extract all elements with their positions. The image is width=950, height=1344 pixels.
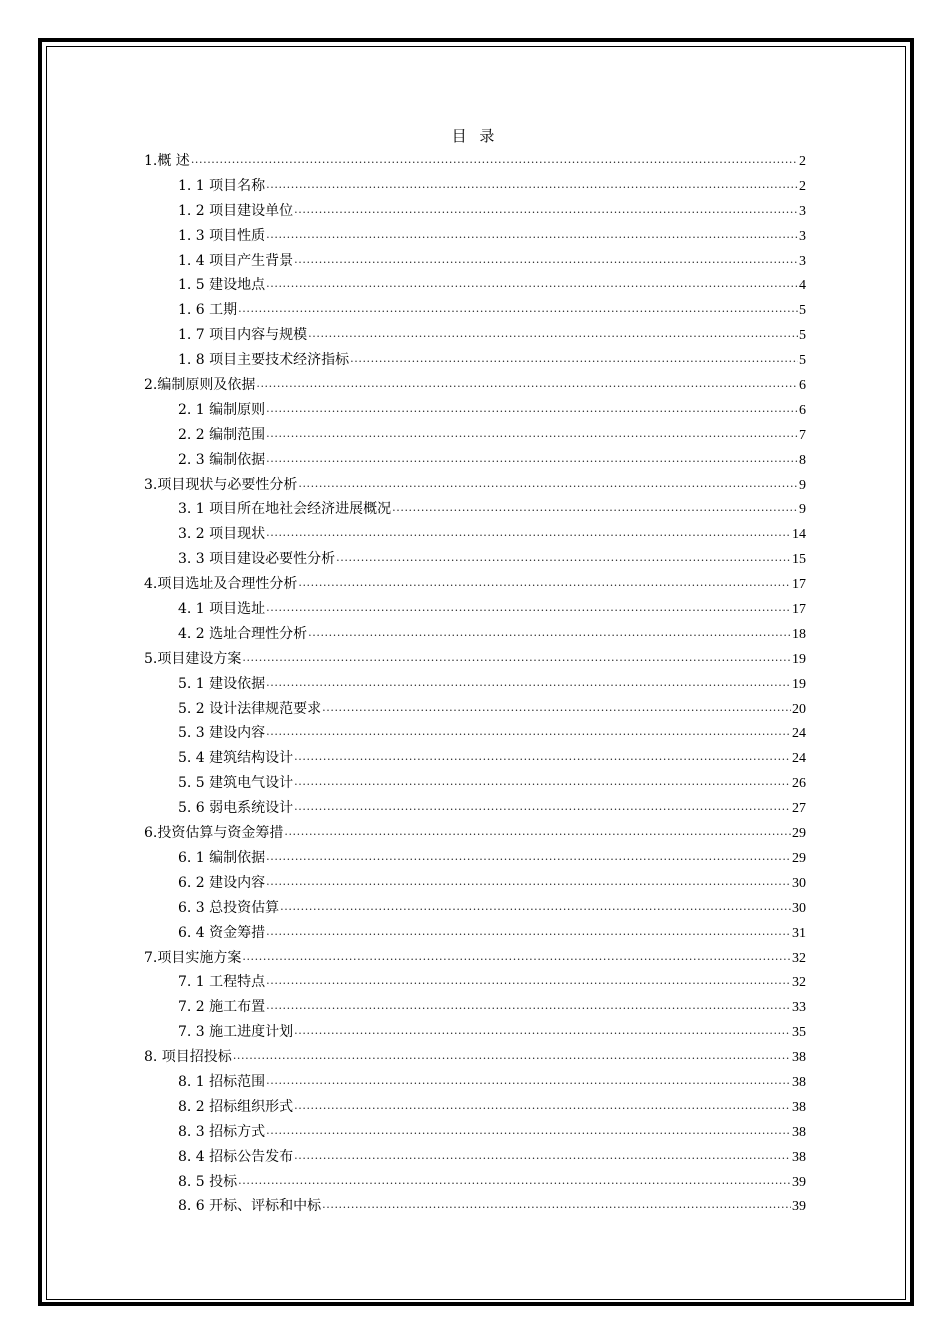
- toc-entry-label: 3. 3 项目建设必要性分析: [178, 551, 336, 568]
- toc-page-number: 4: [799, 278, 806, 294]
- toc-entry-label: 1. 1 项目名称: [178, 177, 266, 194]
- toc-chapter-entry[interactable]: [144, 821, 806, 846]
- toc-dot-leader: [322, 1196, 791, 1210]
- toc-dot-leader: [242, 649, 791, 663]
- toc-entry-label: 1. 5 建设地点: [178, 277, 266, 294]
- toc-entry-label: 5. 3 建设内容: [178, 725, 266, 742]
- toc-dot-leader: [322, 699, 791, 713]
- toc-dot-leader: [350, 350, 798, 364]
- toc-dot-leader: [294, 1147, 791, 1161]
- toc-section-entry[interactable]: [144, 622, 806, 647]
- toc-entry-label: 3.项目现状与必要性分析: [144, 476, 298, 493]
- toc-entry-label: 5.项目建设方案: [144, 650, 242, 667]
- toc-page-number: 38: [792, 1099, 806, 1115]
- toc-page-number: 2: [799, 154, 806, 169]
- toc-section-entry[interactable]: [144, 547, 806, 572]
- toc-dot-leader: [294, 201, 798, 215]
- toc-page-number: 38: [792, 1050, 806, 1066]
- toc-entry-label: 7. 3 施工进度计划: [178, 1024, 294, 1041]
- toc-section-entry[interactable]: [144, 1120, 806, 1145]
- toc-section-entry[interactable]: [144, 298, 806, 323]
- toc-page-number: 9: [799, 477, 806, 493]
- toc-dot-leader: [256, 375, 798, 389]
- toc-dot-leader: [242, 948, 791, 962]
- toc-dot-leader: [266, 275, 798, 289]
- toc-section-entry[interactable]: [144, 672, 806, 697]
- toc-chapter-entry[interactable]: [144, 473, 806, 498]
- toc-page-number: 24: [792, 751, 806, 767]
- toc-chapter-entry[interactable]: [144, 149, 806, 174]
- toc-chapter-entry[interactable]: [144, 946, 806, 971]
- toc-dot-leader: [238, 300, 798, 314]
- toc-entry-label: 7. 1 工程特点: [178, 974, 266, 991]
- toc-section-entry[interactable]: [144, 224, 806, 249]
- toc-dot-leader: [266, 599, 791, 613]
- toc-dot-leader: [266, 997, 791, 1011]
- toc-entry-label: 6. 4 资金筹措: [178, 924, 266, 941]
- toc-entry-label: 1. 6 工期: [178, 302, 238, 319]
- toc-section-entry[interactable]: [144, 796, 806, 821]
- toc-page-number: 33: [792, 1000, 806, 1016]
- toc-section-entry[interactable]: [144, 1145, 806, 1170]
- toc-page-number: 35: [792, 1025, 806, 1041]
- toc-entry-label: 7.项目实施方案: [144, 949, 242, 966]
- toc-entry-label: 6. 3 总投资估算: [178, 899, 280, 916]
- toc-dot-leader: [266, 524, 791, 538]
- toc-entry-label: 8. 1 招标范围: [178, 1073, 266, 1090]
- toc-dot-leader: [392, 499, 798, 513]
- toc-entry-label: 8. 6 开标、评标和中标: [178, 1198, 322, 1215]
- toc-page-number: 38: [792, 1149, 806, 1165]
- toc-page-number: 17: [792, 577, 806, 593]
- toc-section-entry[interactable]: [144, 1170, 806, 1195]
- toc-dot-leader: [266, 873, 791, 887]
- toc-section-entry[interactable]: [144, 746, 806, 771]
- toc-section-entry[interactable]: [144, 896, 806, 921]
- toc-entry-label: 6.投资估算与资金筹措: [144, 825, 284, 842]
- toc-page-number: 38: [792, 1074, 806, 1090]
- toc-page-number: 27: [792, 801, 806, 817]
- toc-section-entry[interactable]: [144, 597, 806, 622]
- toc-dot-leader: [298, 475, 798, 489]
- toc-entry-label: 3. 1 项目所在地社会经济进展概况: [178, 501, 392, 518]
- toc-dot-leader: [266, 176, 798, 190]
- toc-entry-label: 6. 1 编制依据: [178, 849, 266, 866]
- toc-section-entry[interactable]: [144, 199, 806, 224]
- toc-entry-label: 2. 1 编制原则: [178, 401, 266, 418]
- toc-page-number: 32: [792, 975, 806, 991]
- toc-entry-label: 6. 2 建设内容: [178, 874, 266, 891]
- toc-dot-leader: [266, 848, 791, 862]
- toc-page-number: 2: [799, 178, 806, 194]
- toc-section-entry[interactable]: [144, 174, 806, 199]
- toc-page-number: 19: [792, 676, 806, 692]
- toc-entry-label: 1.概 述: [144, 153, 190, 169]
- toc-section-entry[interactable]: [144, 1070, 806, 1095]
- toc-section-entry[interactable]: [144, 921, 806, 946]
- toc-page-number: 32: [792, 950, 806, 966]
- toc-dot-leader: [191, 151, 798, 165]
- toc-entry-label: 4. 2 选址合理性分析: [178, 625, 308, 642]
- toc-section-entry[interactable]: [144, 497, 806, 522]
- toc-section-entry[interactable]: [144, 448, 806, 473]
- toc-entry-label: 1. 8 项目主要技术经济指标: [178, 352, 350, 369]
- toc-page-number: 5: [799, 303, 806, 319]
- toc-page-number: 19: [792, 651, 806, 667]
- toc-entry-label: 5. 2 设计法律规范要求: [178, 700, 322, 717]
- toc-dot-leader: [294, 251, 798, 265]
- toc-dot-leader: [233, 1047, 791, 1061]
- toc-page-number: 29: [792, 826, 806, 842]
- toc-page-number: 39: [792, 1174, 806, 1190]
- toc-dot-leader: [266, 450, 798, 464]
- toc-dot-leader: [294, 798, 791, 812]
- toc-page-number: 3: [799, 253, 806, 269]
- toc-dot-leader: [266, 1122, 791, 1136]
- toc-page-number: 29: [792, 850, 806, 866]
- toc-dot-leader: [284, 823, 791, 837]
- toc-section-entry[interactable]: [144, 323, 806, 348]
- toc-section-entry[interactable]: [144, 846, 806, 871]
- toc-dot-leader: [294, 748, 791, 762]
- toc-dot-leader: [238, 1172, 791, 1186]
- toc-dot-leader: [298, 574, 791, 588]
- toc-section-entry[interactable]: [144, 721, 806, 746]
- toc-entry-label: 8. 3 招标方式: [178, 1123, 266, 1140]
- toc-section-entry[interactable]: [144, 348, 806, 373]
- toc-section-entry[interactable]: [144, 1095, 806, 1120]
- toc-page-number: 18: [792, 626, 806, 642]
- toc-dot-leader: [308, 325, 798, 339]
- toc-entry-label: 3. 2 项目现状: [178, 526, 266, 543]
- toc-entry-label: 2.编制原则及依据: [144, 377, 256, 394]
- toc-section-entry[interactable]: [144, 871, 806, 896]
- toc-page-number: 20: [792, 701, 806, 717]
- toc-dot-leader: [280, 898, 791, 912]
- toc-entry-label: 5. 1 建设依据: [178, 675, 266, 692]
- toc-dot-leader: [266, 972, 791, 986]
- toc-page-number: 9: [799, 502, 806, 518]
- toc-entry-label: 1. 4 项目产生背景: [178, 252, 294, 269]
- toc-section-entry[interactable]: [144, 249, 806, 274]
- toc-chapter-entry[interactable]: [144, 572, 806, 597]
- toc-section-entry[interactable]: [144, 398, 806, 423]
- toc-entry-label: 5. 5 建筑电气设计: [178, 775, 294, 792]
- toc-page-number: 30: [792, 875, 806, 891]
- toc-entry-label: 8. 5 投标: [178, 1173, 238, 1190]
- toc-page-number: 5: [799, 328, 806, 344]
- toc-entry-label: 2. 3 编制依据: [178, 451, 266, 468]
- toc-page-number: 26: [792, 776, 806, 792]
- toc-page-number: 6: [799, 378, 806, 394]
- toc-page-number: 24: [792, 726, 806, 742]
- toc-page-number: 7: [799, 427, 806, 443]
- toc-title: 目 录: [451, 127, 499, 145]
- toc-entry-label: 1. 2 项目建设单位: [178, 202, 294, 219]
- toc-chapter-entry[interactable]: [144, 1045, 806, 1070]
- toc-chapter-entry[interactable]: [144, 647, 806, 672]
- toc-dot-leader: [336, 549, 791, 563]
- toc-list: [144, 149, 806, 1219]
- toc-dot-leader: [266, 923, 791, 937]
- toc-dot-leader: [266, 674, 791, 688]
- toc-entry-label: 2. 2 编制范围: [178, 426, 266, 443]
- toc-section-entry[interactable]: [144, 423, 806, 448]
- toc-page-number: 3: [799, 203, 806, 219]
- toc-entry-label: 1. 3 项目性质: [178, 227, 266, 244]
- toc-section-entry[interactable]: [144, 697, 806, 722]
- toc-dot-leader: [266, 400, 798, 414]
- table-of-contents: [144, 124, 806, 1219]
- toc-section-entry[interactable]: [144, 995, 806, 1020]
- toc-dot-leader: [266, 723, 791, 737]
- toc-dot-leader: [294, 1022, 791, 1036]
- toc-dot-leader: [308, 624, 791, 638]
- toc-section-entry[interactable]: [144, 1194, 806, 1219]
- toc-entry-label: 4.项目选址及合理性分析: [144, 576, 298, 593]
- toc-section-entry[interactable]: [144, 771, 806, 796]
- toc-entry-label: 8. 项目招投标: [144, 1049, 232, 1066]
- toc-page-number: 6: [799, 402, 806, 418]
- toc-page-number: 5: [799, 353, 806, 369]
- toc-page-number: 17: [792, 602, 806, 618]
- toc-entry-label: 5. 6 弱电系统设计: [178, 800, 294, 817]
- toc-section-entry[interactable]: [144, 970, 806, 995]
- toc-dot-leader: [266, 226, 798, 240]
- toc-page-number: 38: [792, 1124, 806, 1140]
- toc-page-number: 8: [799, 452, 806, 468]
- toc-section-entry[interactable]: [144, 522, 806, 547]
- toc-chapter-entry[interactable]: [144, 373, 806, 398]
- toc-section-entry[interactable]: [144, 273, 806, 298]
- toc-dot-leader: [294, 773, 791, 787]
- toc-entry-label: 1. 7 项目内容与规模: [178, 327, 308, 344]
- toc-page-number: 30: [792, 900, 806, 916]
- toc-page-number: 31: [792, 925, 806, 941]
- toc-dot-leader: [266, 1072, 791, 1086]
- toc-dot-leader: [266, 425, 798, 439]
- toc-entry-label: 4. 1 项目选址: [178, 601, 266, 618]
- toc-entry-label: 8. 4 招标公告发布: [178, 1148, 294, 1165]
- toc-page-number: 39: [792, 1199, 806, 1215]
- toc-section-entry[interactable]: [144, 1020, 806, 1045]
- toc-page-number: 15: [792, 552, 806, 568]
- toc-entry-label: 5. 4 建筑结构设计: [178, 750, 294, 767]
- toc-entry-label: 7. 2 施工布置: [178, 999, 266, 1016]
- toc-entry-label: 8. 2 招标组织形式: [178, 1098, 294, 1115]
- toc-page-number: 3: [799, 228, 806, 244]
- toc-dot-leader: [294, 1097, 791, 1111]
- toc-page-number: 14: [792, 527, 806, 543]
